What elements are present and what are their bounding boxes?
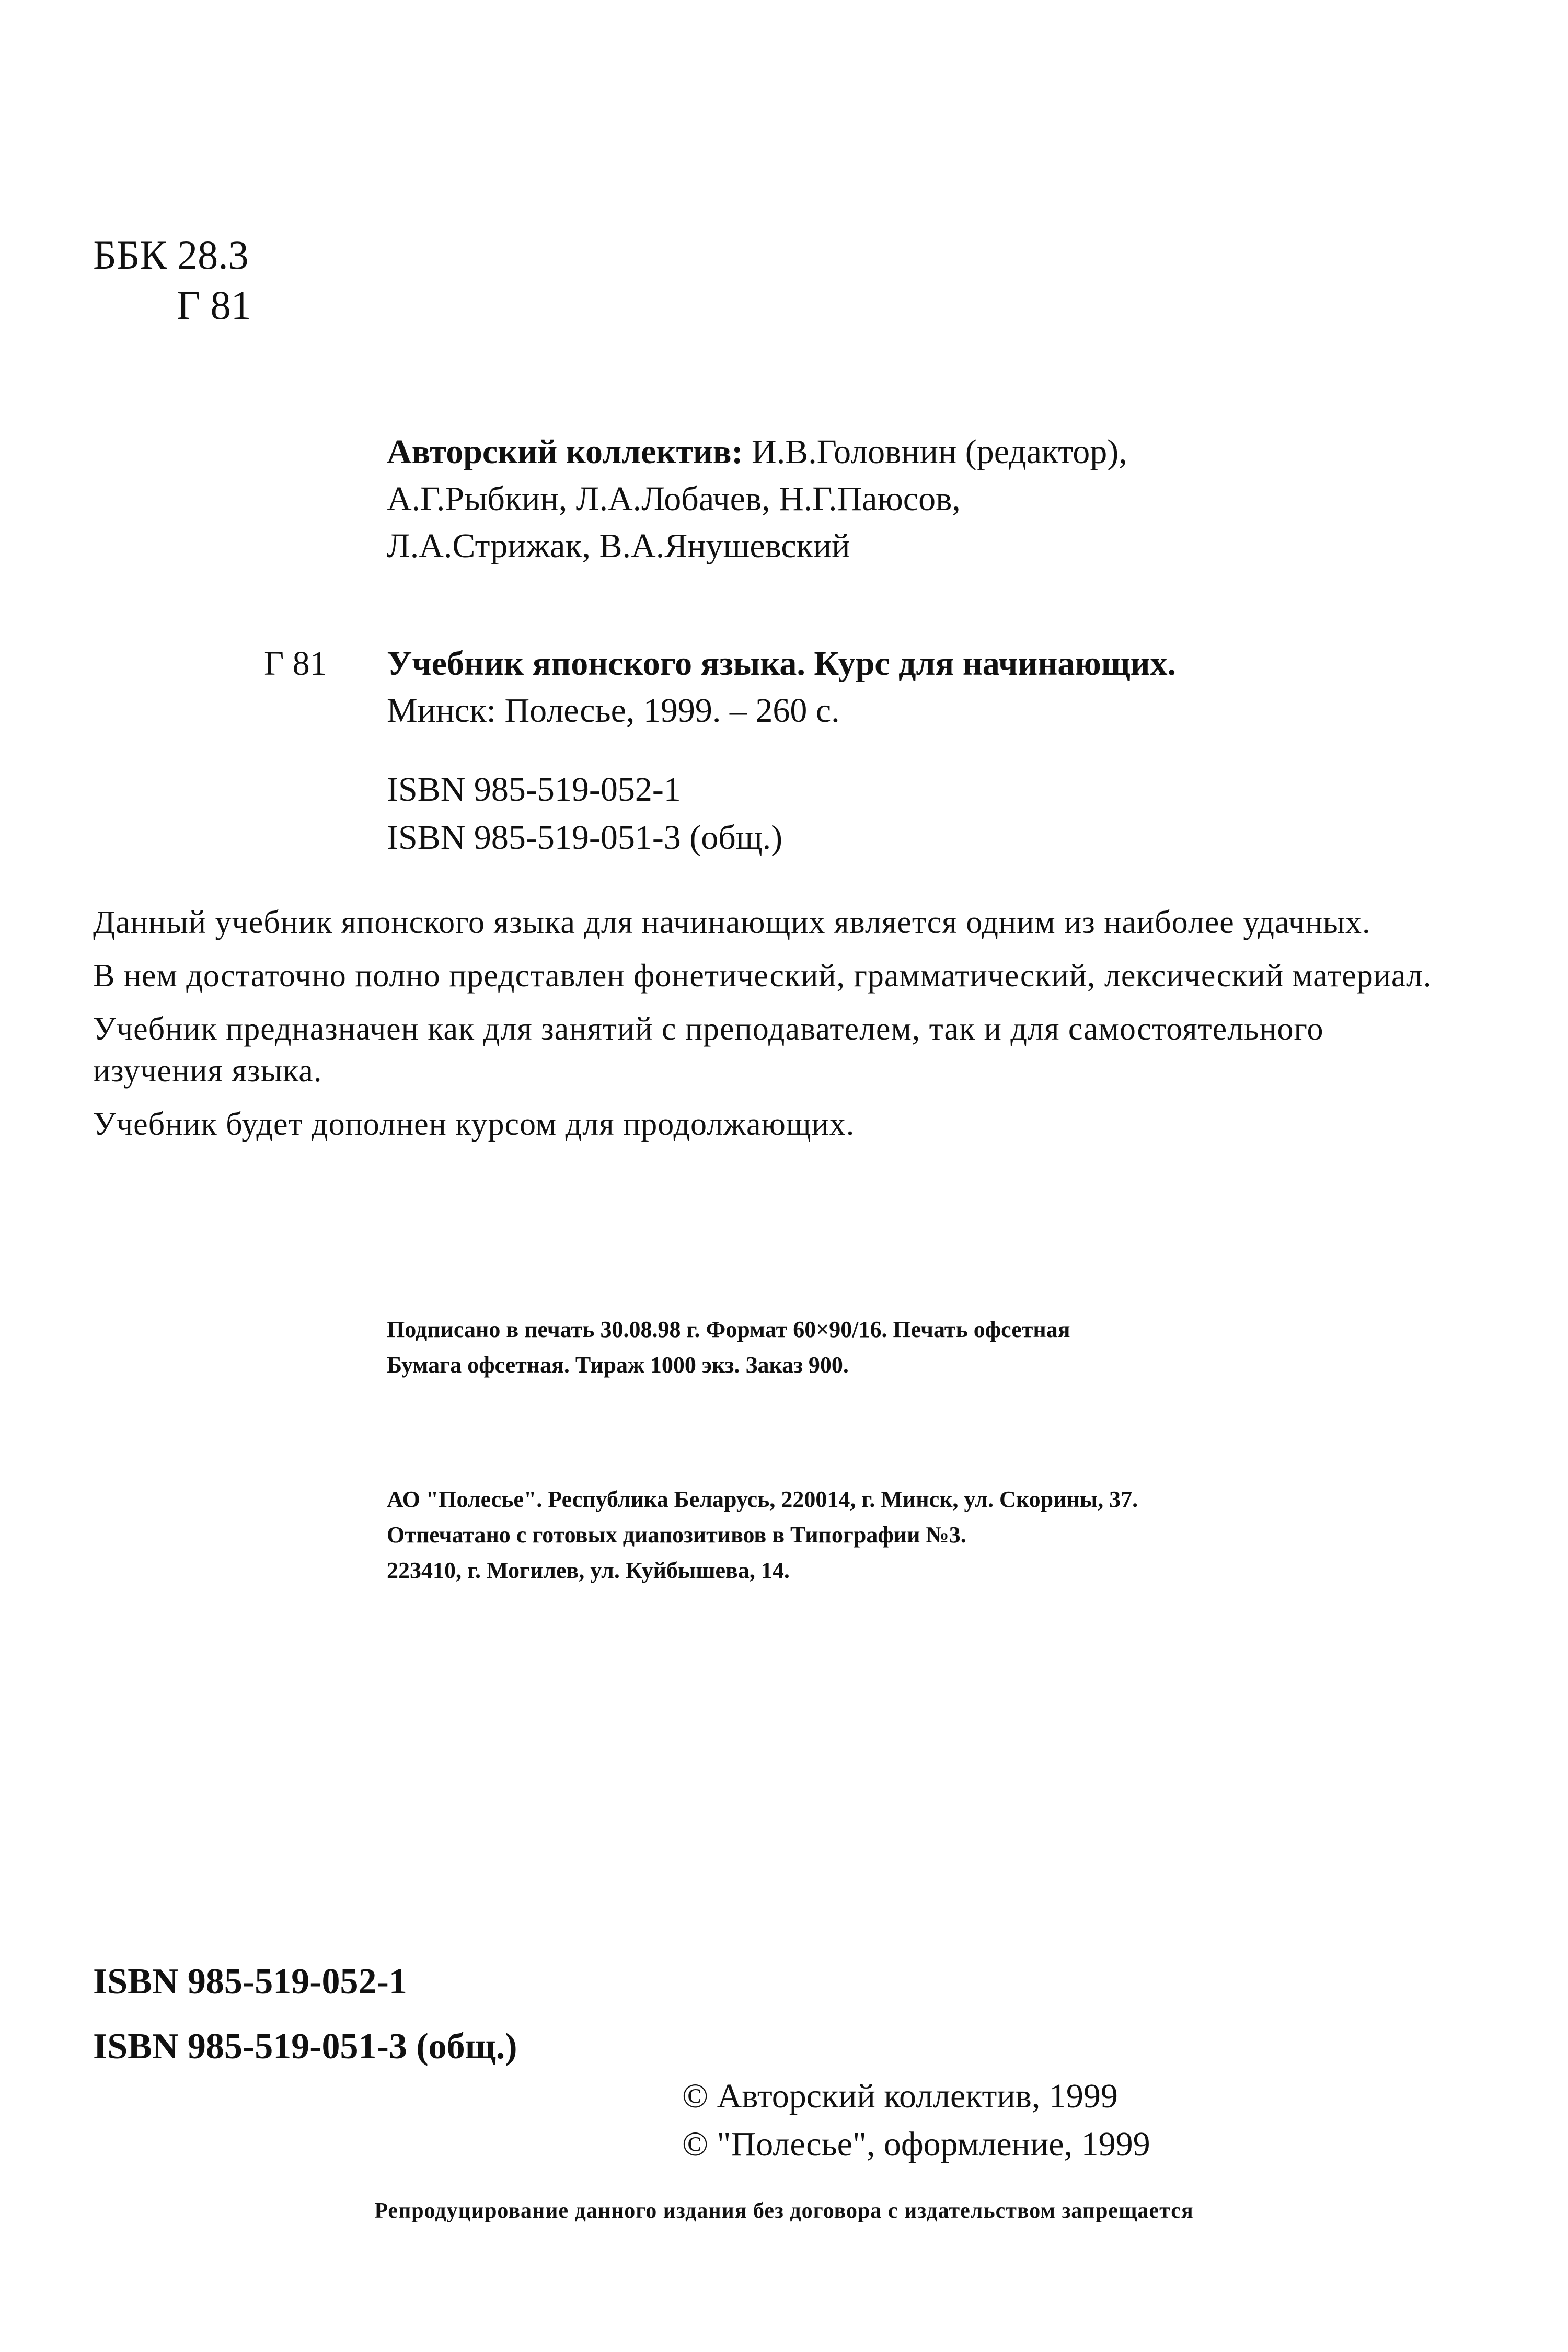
copyright-line: © "Полесье", оформление, 1999	[682, 2125, 1150, 2163]
annotation-paragraph: Учебник предназначен как для занятий с преподавателем, так и для самостоятельного изучения языка.	[93, 1011, 1324, 1089]
annotation-paragraph: В нем достаточно полно представлен фонетический, грамматический, лексический материал.	[93, 958, 1432, 994]
publisher-details	[387, 1482, 1511, 1588]
catalog-entry	[387, 640, 1511, 734]
isbn-line: ISBN 985-519-051-3 (общ.)	[387, 818, 783, 857]
library-classification	[93, 230, 251, 330]
annotation	[93, 902, 1452, 1157]
authors-editor: И.В.Головнин (редактор),	[752, 433, 1127, 471]
copyright-line: © Авторский коллектив, 1999	[682, 2077, 1118, 2115]
authors-block	[387, 429, 1484, 570]
book-title: Учебник японского языка. Курс для начинающих.	[387, 644, 1177, 683]
authors-line-1	[387, 429, 1484, 476]
isbn-line: ISBN 985-519-052-1	[387, 770, 681, 809]
publisher-line: АО "Полесье". Республика Беларусь, 220014, г. Минск, ул. Скорины, 37.	[387, 1486, 1138, 1512]
annotation-paragraph: Данный учебник японского языка для начинающих является одним из наиболее удачных.	[93, 905, 1371, 940]
copyright-block	[682, 2072, 1150, 2169]
reproduction-notice: Репродуцирование данного издания без договора с издательством запрещается	[374, 2199, 1194, 2223]
printing-line: Бумага офсетная. Тираж 1000 экз. Заказ 900.	[387, 1352, 849, 1378]
publisher-line: 223410, г. Могилев, ул. Куйбышева, 14.	[387, 1558, 790, 1583]
publisher-line: Отпечатано с готовых диапозитивов в Типографии №3.	[387, 1522, 966, 1548]
authors-line-2: А.Г.Рыбкин, Л.А.Лобачев, Н.Г.Паюсов,	[387, 480, 961, 518]
printing-details	[387, 1312, 1511, 1383]
author-mark: Г 81	[177, 282, 251, 328]
bbk-code: ББК 28.3	[93, 232, 249, 278]
isbn-block-bottom	[93, 1950, 517, 2079]
annotation-paragraph: Учебник будет дополнен курсом для продолжающих.	[93, 1106, 855, 1142]
isbn-line: ISBN 985-519-051-3 (общ.)	[93, 2026, 517, 2067]
book-imprint: Минск: Полесье, 1999. – 260 с.	[387, 691, 840, 730]
isbn-line: ISBN 985-519-052-1	[93, 1962, 407, 2002]
authors-lead: Авторский коллектив:	[387, 433, 743, 471]
printing-line: Подписано в печать 30.08.98 г. Формат 60×90/16. Печать офсетная	[387, 1317, 1070, 1342]
catalog-code: Г 81	[264, 644, 327, 683]
authors-line-3: Л.А.Стрижак, В.А.Янушевский	[387, 527, 850, 565]
isbn-block-top	[387, 766, 782, 862]
